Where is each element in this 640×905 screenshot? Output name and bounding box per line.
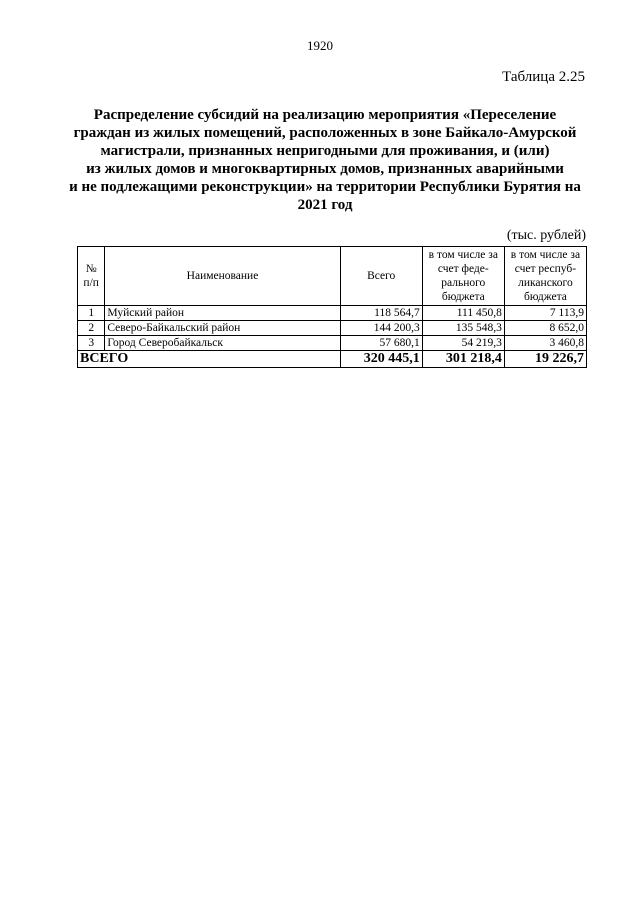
row-total: 144 200,3 bbox=[340, 321, 422, 336]
row-republic: 3 460,8 bbox=[504, 336, 586, 351]
page-number: 1920 bbox=[307, 38, 333, 53]
row-number: 3 bbox=[78, 336, 105, 351]
row-name: Город Северобайкальск bbox=[105, 336, 340, 351]
grand-total-federal: 301 218,4 bbox=[422, 351, 504, 368]
table-row bbox=[78, 336, 587, 351]
table-label: Таблица 2.25 bbox=[502, 69, 585, 85]
title-line: магистрали, признанных непригодными для проживания, и (или) bbox=[100, 143, 550, 159]
grand-total: 320 445,1 bbox=[340, 351, 422, 368]
row-name: Северо-Байкальский район bbox=[105, 321, 340, 336]
title-line: граждан из жилых помещений, расположенных в зоне Байкало-Амурской bbox=[73, 125, 577, 141]
header-total: Всего bbox=[340, 247, 422, 306]
unit-note: (тыс. рублей) bbox=[506, 228, 586, 243]
row-total: 118 564,7 bbox=[340, 306, 422, 321]
title-line: 2021 год bbox=[297, 197, 353, 213]
document-title bbox=[60, 106, 590, 214]
title-line: и не подлежащими реконструкции» на территории Республики Бурятия на bbox=[69, 179, 581, 195]
table-header-row bbox=[78, 247, 587, 306]
row-republic: 7 113,9 bbox=[504, 306, 586, 321]
header-name: Наименование bbox=[105, 247, 340, 306]
title-line: Распределение субсидий на реализацию мероприятия «Переселение bbox=[93, 107, 557, 123]
row-number: 1 bbox=[78, 306, 105, 321]
row-republic: 8 652,0 bbox=[504, 321, 586, 336]
row-federal: 54 219,3 bbox=[422, 336, 504, 351]
row-total: 57 680,1 bbox=[340, 336, 422, 351]
header-number: № п/п bbox=[78, 247, 105, 306]
row-name: Муйский район bbox=[105, 306, 340, 321]
row-number: 2 bbox=[78, 321, 105, 336]
row-federal: 111 450,8 bbox=[422, 306, 504, 321]
header-federal: в том числе за счет феде- рального бюджета bbox=[422, 247, 504, 306]
total-row bbox=[78, 351, 587, 368]
table-row bbox=[78, 321, 587, 336]
subsidy-table bbox=[77, 246, 587, 368]
header-republic: в том числе за счет респуб- ликанского бюджета bbox=[504, 247, 586, 306]
title-line: из жилых домов и многоквартирных домов, признанных аварийными bbox=[86, 161, 564, 177]
total-label: ВСЕГО bbox=[78, 351, 341, 368]
grand-total-republic: 19 226,7 bbox=[504, 351, 586, 368]
table-row bbox=[78, 306, 587, 321]
row-federal: 135 548,3 bbox=[422, 321, 504, 336]
